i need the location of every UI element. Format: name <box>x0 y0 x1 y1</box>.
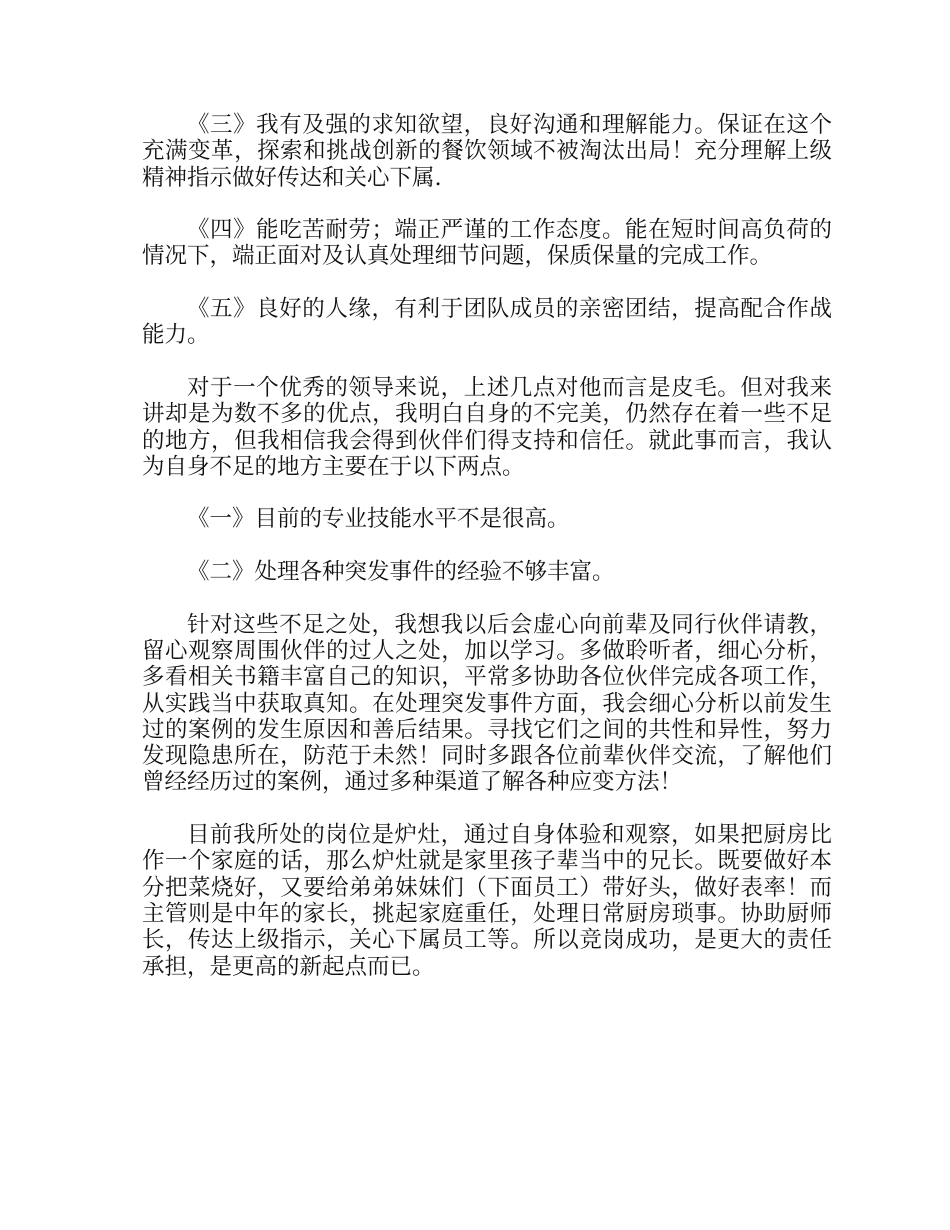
paragraph-point-three: 《三》我有及强的求知欲望，良好沟通和理解能力。保证在这个充满变革，探索和挑战创新的餐饮领域不被淘汰出局！充分理解上级精神指示做好传达和关心下属. <box>142 112 832 191</box>
paragraph-shortcomings-intro: 对于一个优秀的领导来说，上述几点对他而言是皮毛。但对我来讲却是为数不多的优点，我明白自身的不完美，仍然存在着一些不足的地方，但我相信我会得到伙伴们得支持和信任。就此事而言，我认为自身不足的地方主要在于以下两点。 <box>142 374 832 480</box>
document-page <box>142 112 832 980</box>
paragraph-point-five: 《五》良好的人缘，有利于团队成员的亲密团结，提高配合作战能力。 <box>142 296 832 349</box>
paragraph-improvement-plan: 针对这些不足之处，我想我以后会虚心向前辈及同行伙伴请教，留心观察周围伙伴的过人之处，加以学习。多做聆听者，细心分析，多看相关书籍丰富自己的知识，平常多协助各位伙伴完成各项工作，从实践当中获取真知。在处理突发事件方面，我会细心分析以前发生过的案例的发生原因和善后结果。寻找它们之间的共性和异性，努力发现隐患所在，防范于未然！同时多跟各位前辈伙伴交流，了解他们曾经经历过的案例，通过多种渠道了解各种应变方法！ <box>142 611 832 796</box>
paragraph-point-four: 《四》能吃苦耐劳；端正严谨的工作态度。能在短时间高负荷的情况下，端正面对及认真处理细节问题，保质保量的完成工作。 <box>142 217 832 270</box>
paragraph-role-conclusion: 目前我所处的岗位是炉灶，通过自身体验和观察，如果把厨房比作一个家庭的话，那么炉灶就是家里孩子辈当中的兄长。既要做好本分把菜烧好，又要给弟弟妹妹们（下面员工）带好头，做好表率！而主管则是中年的家长，挑起家庭重任，处理日常厨房琐事。协助厨师长，传达上级指示，关心下属员工等。所以竞岗成功，是更大的责任承担，是更高的新起点而已。 <box>142 822 832 980</box>
paragraph-shortcoming-one: 《一》目前的专业技能水平不是很高。 <box>187 506 570 533</box>
paragraph-shortcoming-two: 《二》处理各种突发事件的经验不够丰富。 <box>187 559 615 586</box>
